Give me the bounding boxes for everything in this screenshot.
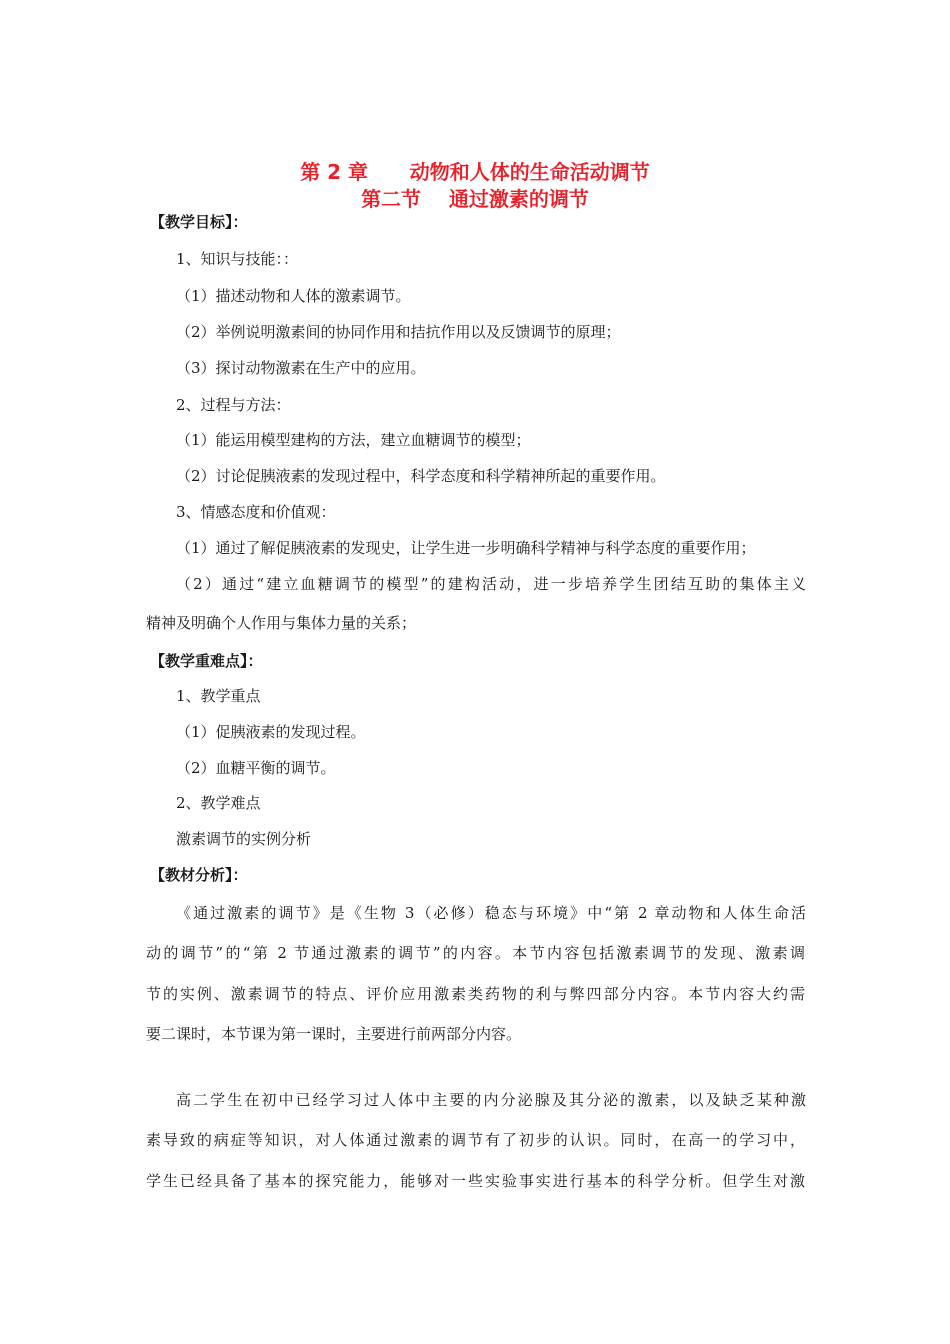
key-point-item: （1）促胰液素的发现过程。 (176, 723, 366, 741)
paragraph-line: 要二课时，本节课为第一课时，主要进行前两部分内容。 (146, 1025, 522, 1043)
goal-knowledge-item: （3）探讨动物激素在生产中的应用。 (176, 359, 426, 377)
goal-process-item: （2）讨论促胰液素的发现过程中，科学态度和科学精神所起的重要作用。 (176, 467, 666, 485)
paragraph-line: 学生已经具备了基本的探究能力，能够对一些实验事实进行基本的科学分析。但学生对激 (146, 1172, 805, 1190)
paragraph-line: 《通过激素的调节》是《生物 3（必修）稳态与环境》中“第 2 章动物和人体生命活 (176, 904, 806, 922)
key-point-item: （2）血糖平衡的调节。 (176, 759, 336, 777)
goal-knowledge: 1、知识与技能：： (176, 250, 299, 268)
goal-attitude-item: （1）通过了解促胰液素的发现史，让学生进一步明确科学精神与科学态度的重要作用； (176, 539, 756, 557)
goal-process: 2、过程与方法： (176, 396, 291, 414)
goal-knowledge-item: （2）举例说明激素间的协同作用和拮抗作用以及反馈调节的原理； (176, 323, 621, 341)
goal-attitude-item-cont: 精神及明确个人作用与集体力量的关系； (146, 614, 417, 632)
section-title: 第二节 通过激素的调节 (361, 187, 589, 211)
goal-process-item: （1）能运用模型建构的方法，建立血糖调节的模型； (176, 431, 531, 449)
paragraph-line: 素导致的病症等知识，对人体通过激素的调节有了初步的认识。同时，在高一的学习中， (146, 1131, 805, 1149)
paragraph-line: 动的调节”的“第 2 节通过激素的调节”的内容。本节内容包括激素调节的发现、激素调 (146, 944, 805, 962)
paragraph-line: 高二学生在初中已经学习过人体中主要的内分泌腺及其分泌的激素，以及缺乏某种激 (176, 1091, 806, 1109)
chapter-title: 第 2 章 动物和人体的生命活动调节 (300, 160, 650, 184)
heading-material-analysis: 【教材分析】： (150, 866, 248, 884)
heading-teaching-goals: 【教学目标】： (150, 213, 248, 231)
difficulty-item: 激素调节的实例分析 (176, 830, 312, 848)
key-point-heading: 1、教学重点 (176, 687, 261, 705)
difficulty-heading: 2、教学难点 (176, 794, 261, 812)
goal-attitude-item: （2）通过“建立血糖调节的模型”的建构活动，进一步培养学生团结互助的集体主义 (176, 575, 806, 593)
goal-attitude: 3、情感态度和价值观： (176, 503, 336, 521)
paragraph-line: 节的实例、激素调节的特点、评价应用激素类药物的利与弊四部分内容。本节内容大约需 (146, 985, 805, 1003)
heading-key-points: 【教学重难点】： (150, 652, 263, 670)
goal-knowledge-item: （1）描述动物和人体的激素调节。 (176, 287, 411, 305)
